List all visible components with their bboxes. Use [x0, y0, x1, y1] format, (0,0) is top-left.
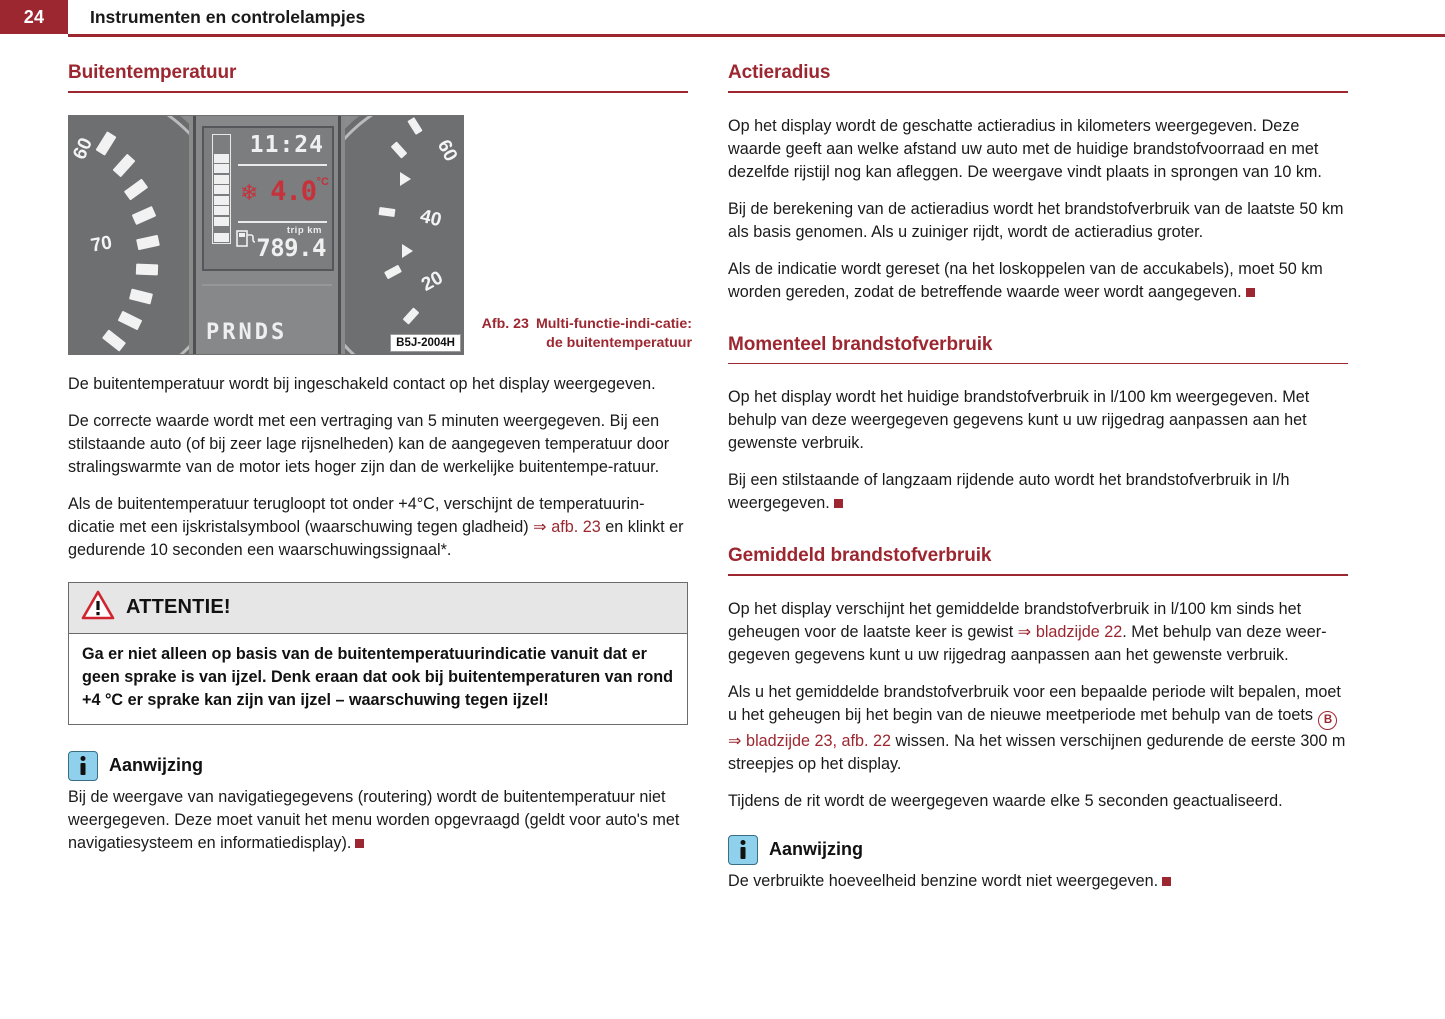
fuel-level-bar: [212, 134, 231, 244]
note-body-text: Bij de weergave van navigatiegegevens (routering) wordt de buitentemperatuur niet weergegeven. Deze moet vanuit het menu worden opgevraagd (geldt voor auto's met navigatiesysteem en informatiedisplay).: [68, 787, 680, 852]
paragraph: Tijdens de rit wordt de weergegeven waarde elke 5 seconden geactualiseerd.: [728, 791, 1283, 810]
fuel-segment: [214, 196, 229, 205]
paragraph: Bij de berekening van de actieradius wordt het brandstofverbruik van de laatste 50 km als basis genomen. Als u zuiniger rijdt, wordt de actieradius groter.: [728, 199, 1344, 241]
paragraph-text-before: Als u het gemiddelde brandstofverbruik voor een bepaalde periode wilt bepalen, moet u het geheugen bij het begin van de nieuwe meetperiode met behulp van de toets: [728, 682, 1341, 724]
fuel-segment: [214, 217, 229, 226]
figure-caption-number: Afb. 23: [481, 316, 529, 333]
header-rule: [68, 34, 1445, 37]
warning-box: [68, 582, 688, 725]
lcd-trip-value: 789.4: [256, 233, 326, 262]
right-column: [728, 62, 1348, 893]
section-momenteel-brandstofverbruik: [728, 334, 1348, 516]
header-rule-left-gap: [0, 34, 68, 37]
paragraph-text: Als de indicatie wordt gereset (na het loskoppelen van de accukabels), moet 50 km worden gereden, zodat de betreffende waarde weer wordt aangegeven.: [728, 259, 1323, 301]
section-actieradius: [728, 62, 1348, 304]
speedometer-gauge: [69, 116, 189, 354]
page-header: [0, 0, 1445, 34]
tachometer-label-60: 60: [432, 136, 462, 165]
paragraph-with-xref: [728, 598, 1348, 667]
paragraph: Op het display wordt het huidige brandstofverbruik in l/100 km weergegeven. Met behulp van deze weergegeven gegevens kunt u uw rijgedrag aanpassen aan het gewenste verbruik.: [728, 388, 1310, 452]
info-icon-stem: [81, 763, 86, 775]
tachometer-marker-triangle: [400, 172, 411, 186]
paragraph: [728, 469, 1348, 515]
paragraph: De buitentemperatuur wordt bij ingeschakeld contact op het display weergegeven.: [68, 374, 656, 393]
note-body: [728, 870, 1348, 893]
info-icon-dot: [81, 756, 86, 761]
cross-reference-link[interactable]: ⇒ bladzijde 23, afb. 22: [728, 731, 891, 750]
heading-rule: [728, 363, 1348, 365]
note-block: [68, 751, 688, 855]
lcd-temperature-unit: °C: [316, 175, 329, 188]
note-header: [68, 751, 688, 781]
figure-caption: [480, 315, 692, 352]
heading-rule: [68, 91, 688, 93]
tachometer-tick: [379, 206, 396, 216]
speedometer-label-60: 60: [69, 134, 98, 163]
tachometer-gauge: [345, 116, 463, 354]
end-marker: [1162, 877, 1171, 886]
speedometer-tick: [136, 263, 158, 275]
section-buitentemperatuur: [68, 62, 688, 93]
note-body: [68, 786, 688, 855]
paragraph-text-after: . Met behulp van deze weer-gegeven gegevens kunt u uw rijgedrag aanpassen aan het gewenste verbruik.: [728, 622, 1327, 664]
lcd-divider: [238, 221, 327, 223]
figure-caption-text: Multi-functie-indi-catie: de buitentemperatuur: [535, 316, 692, 351]
paragraph: De correcte waarde wordt met een vertraging van 5 minuten weergegeven. Bij een stilstaande auto (of bij zeer lage rijsnelheden) kan de aangegeven temperatuur door stralingswarmte van de motor iets hoger zijn dan de werkelijke buitentempe-ratuur.: [68, 411, 670, 476]
note-body-text: De verbruikte hoeveelheid benzine wordt niet weergegeven.: [728, 871, 1159, 890]
left-column: [68, 62, 692, 855]
section-heading-gemiddeld: Gemiddeld brandstofverbruik: [728, 545, 992, 566]
heading-rule: [728, 574, 1348, 576]
note-block: [728, 835, 1348, 893]
lcd-temperature: 4.0: [270, 175, 316, 207]
fuel-bar-gap: [214, 227, 229, 231]
paragraph-text-after: en klinkt er gedurende 10 seconden een waarschuwingssignaal*.: [68, 517, 684, 559]
paragraph-text-after: wissen. Na het wissen verschijnen gedurende de eerste 300 m streepjes op het display.: [728, 731, 1346, 773]
heading-rule: [728, 91, 1348, 93]
warning-header: [69, 583, 687, 634]
paragraph-text-before: Op het display verschijnt het gemiddelde brandstofverbruik in l/100 km sinds het geheugen voor de laatste keer is gewist: [728, 599, 1302, 641]
instrument-cluster-image: [68, 115, 464, 355]
lcd-divider: [238, 164, 327, 166]
paragraph-text: Bij een stilstaande of langzaam rijdende auto wordt het brandstofverbruik in l/h weergegeven.: [728, 471, 1290, 512]
lcd-lower-divider: [202, 284, 332, 286]
lcd-clock: 11:24: [249, 131, 324, 158]
figure-23: [68, 115, 692, 355]
section-heading-buitentemperatuur: Buitentemperatuur: [68, 62, 237, 83]
warning-title: ATTENTIE!: [126, 595, 231, 618]
snowflake-icon: ❄: [240, 179, 259, 205]
multifunction-display-panel: [193, 116, 341, 354]
section-heading-actieradius: Actieradius: [728, 62, 831, 83]
note-title: Aanwijzing: [769, 839, 863, 859]
tachometer-label-40: 40: [417, 205, 444, 231]
info-icon-stem: [741, 847, 746, 859]
end-marker: [834, 499, 843, 508]
fuel-segment: [214, 164, 229, 173]
end-marker: [1246, 288, 1255, 297]
end-marker: [355, 839, 364, 848]
info-icon: [728, 835, 758, 865]
fuel-segment: [214, 233, 229, 242]
warning-triangle-icon: [81, 590, 115, 625]
tachometer-label-20: 20: [417, 266, 447, 296]
key-b-symbol: B: [1318, 711, 1337, 730]
paragraph: Op het display wordt de geschatte actieradius in kilometers weergegeven. Deze waarde geeft aan welke afstand uw auto met de huidige brandstofvoorraad en met dezelfde rijstijl nog kan afleggen. De weergave vindt plaats in sprongen van 10 km.: [728, 116, 1322, 181]
page-title: Instrumenten en controlelampjes: [90, 7, 366, 27]
lcd-trip-label: trip km: [286, 224, 322, 236]
paragraph: [728, 258, 1348, 304]
info-icon-dot: [741, 840, 746, 845]
warning-body: Ga er niet alleen op basis van de buitentemperatuurindicatie vanuit dat er geen sprake is van ijzel. Denk eraan dat ook bij buitentemperaturen van rond +4 °C er sprake kan zijn van ijzel – waarschuwing tegen ijzel!: [82, 644, 674, 710]
page-number: 24: [23, 7, 45, 27]
fuel-segment: [214, 206, 229, 215]
note-title: Aanwijzing: [109, 755, 203, 776]
section-heading-momenteel: Momenteel brandstofverbruik: [728, 333, 993, 355]
fuel-segment: [214, 154, 229, 163]
paragraph-with-xref: [68, 493, 688, 562]
section-gemiddeld-brandstofverbruik: [728, 545, 1348, 813]
speedometer-label-70: 70: [89, 231, 114, 257]
tachometer-marker-triangle: [402, 244, 413, 258]
fuel-segment: [214, 185, 229, 194]
lcd-screen: [202, 126, 334, 271]
figure-image-code: B5J-2004H: [390, 334, 461, 352]
fuel-segment-empty: [214, 143, 229, 152]
cross-reference-link[interactable]: ⇒ bladzijde 22: [1017, 622, 1123, 641]
fuel-segment: [214, 175, 229, 184]
gear-indicator: PRNDS: [206, 319, 288, 345]
note-header: [728, 835, 1348, 865]
paragraph-with-key-and-xref: [728, 681, 1348, 776]
info-icon: [68, 751, 98, 781]
page-columns: [0, 62, 1445, 1012]
cross-reference-link[interactable]: ⇒ afb. 23: [533, 517, 601, 536]
fuel-pump-icon: [235, 228, 257, 248]
paragraph-text-before: Als de buitentemperatuur terugloopt tot onder +4°C, verschijnt de temperatuurin-dicatie met een ijskristalsymbool (waarschuwing tegen gladheid): [68, 494, 645, 536]
